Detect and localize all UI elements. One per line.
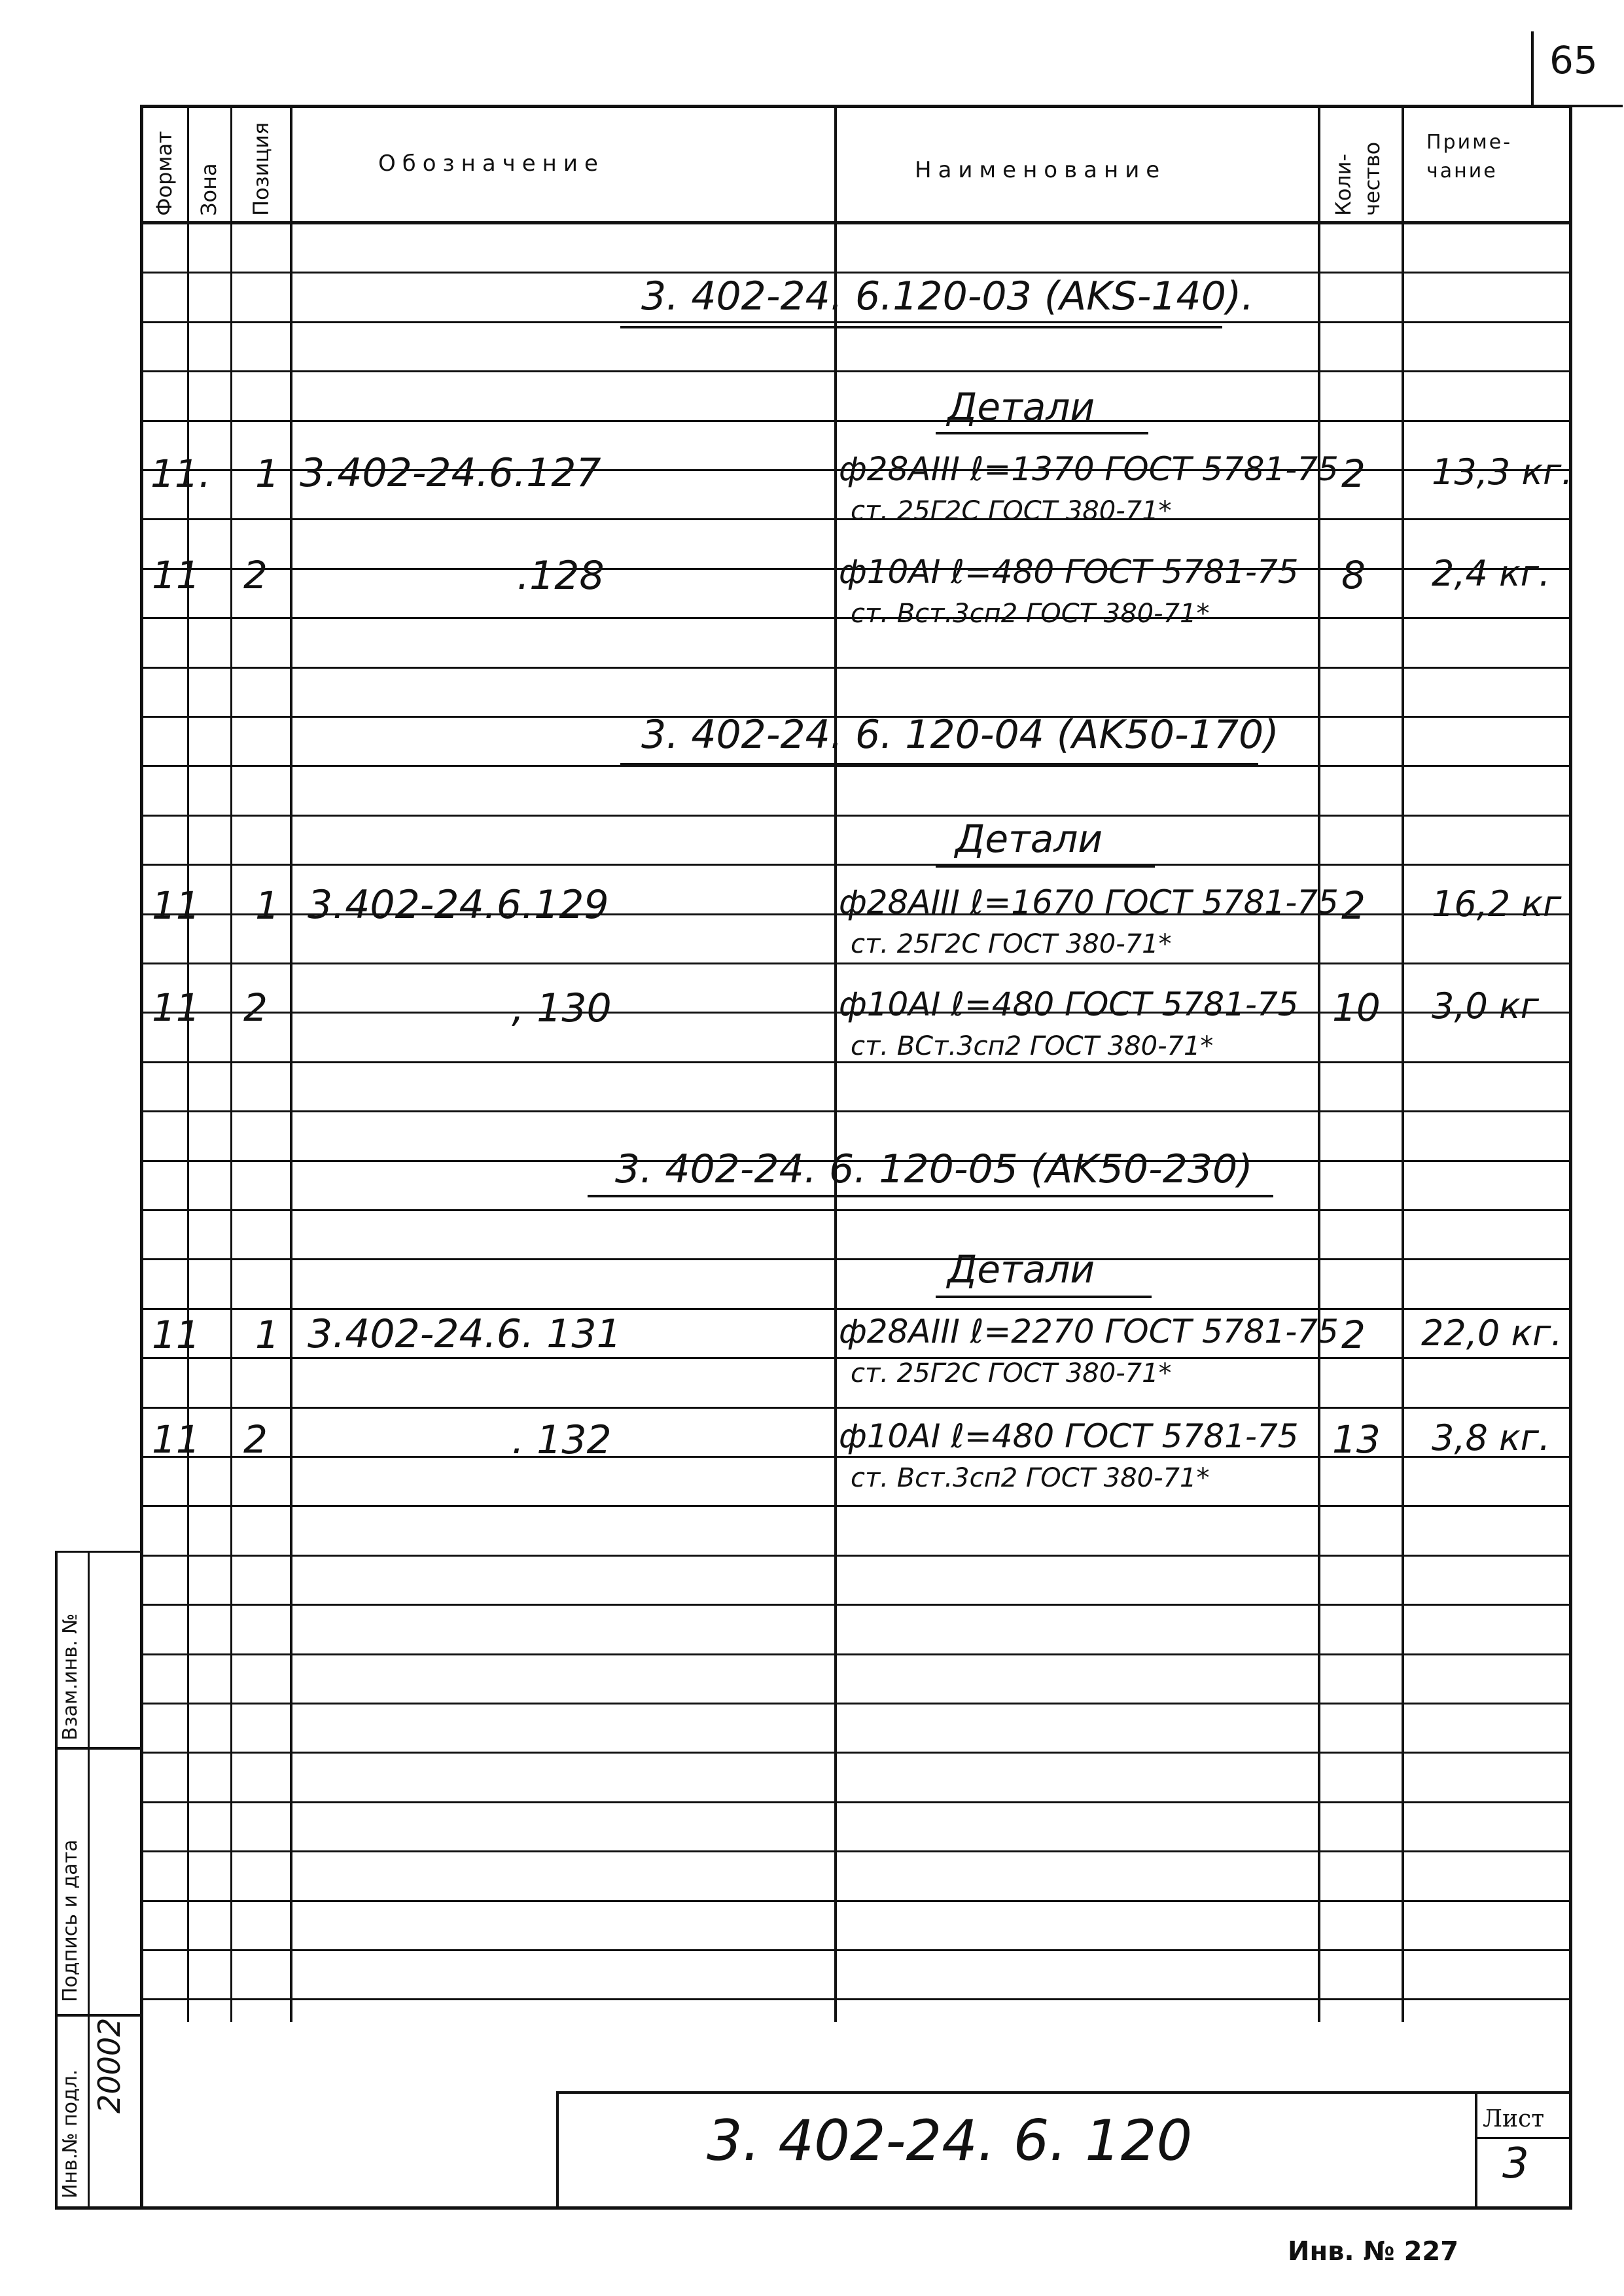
section-subtitle: Детали <box>955 817 1103 861</box>
row-format: 11 <box>152 553 200 597</box>
table-row-line <box>143 1801 1570 1803</box>
row-name: ф10АI ℓ=480 ГОСТ 5781-75 <box>839 553 1299 591</box>
section-title-underline <box>620 763 1258 766</box>
row-material: ст. Вст.3сп2 ГОСТ 380-71* <box>851 599 1210 629</box>
page-number-divider <box>1531 31 1534 107</box>
title-block-left <box>556 2091 559 2209</box>
table-row-line <box>143 1900 1570 1902</box>
table-row-line <box>143 667 1570 669</box>
title-block-top <box>556 2091 1572 2094</box>
row-position: 2 <box>243 985 268 1030</box>
section-title: 3. 402-24. 6. 120-04 (AK50-170) <box>641 712 1279 758</box>
table-row-line <box>143 1850 1570 1852</box>
row-name: ф10АI ℓ=480 ГОСТ 5781-75 <box>839 985 1299 1023</box>
row-format: 11. <box>150 451 211 496</box>
header-quantity-1: Коли- <box>1331 153 1356 216</box>
row-format: 11 <box>152 1417 200 1462</box>
row-name: ф10АI ℓ=480 ГОСТ 5781-75 <box>839 1417 1299 1455</box>
row-qty: 2 <box>1341 883 1366 928</box>
table-row-line <box>143 864 1570 866</box>
stamp-col-mid <box>88 1551 90 2210</box>
row-format: 11 <box>152 985 200 1030</box>
row-designation: 3.402-24.6. 131 <box>308 1311 622 1357</box>
table-row-line <box>143 1555 1570 1557</box>
section-subtitle-underline <box>936 865 1155 868</box>
stamp-exchange-inv: Взам.инв. № <box>59 1613 82 1740</box>
table-row-line <box>143 1505 1570 1507</box>
section-subtitle-underline <box>936 1296 1152 1298</box>
row-note: 2,4 кг. <box>1432 553 1551 594</box>
table-row-line <box>143 1949 1570 1951</box>
table-row-line <box>143 1258 1570 1260</box>
row-name: ф28АIII ℓ=1370 ГОСТ 5781-75 <box>839 450 1339 488</box>
row-position: 1 <box>255 883 279 928</box>
table-row-line <box>143 1998 1570 2000</box>
row-designation: . 132 <box>512 1417 612 1463</box>
row-material: ст. 25Г2С ГОСТ 380-71* <box>851 929 1172 959</box>
section-subtitle: Детали <box>947 1247 1095 1292</box>
section-title-underline <box>620 326 1222 328</box>
document-code: 3. 402-24. 6. 120 <box>707 2108 1193 2174</box>
header-note-2: чание <box>1426 160 1498 183</box>
col-line-position <box>290 105 292 2022</box>
row-format: 11 <box>152 883 200 928</box>
sheet-label-divider <box>1475 2137 1572 2139</box>
stamp-top <box>55 1551 143 1553</box>
col-line-zone <box>230 105 232 2022</box>
row-qty: 13 <box>1332 1417 1381 1462</box>
title-block-right <box>1475 2091 1477 2209</box>
header-position: Позиция <box>249 122 274 216</box>
frame-top <box>143 105 1572 108</box>
table-row-line <box>143 1703 1570 1704</box>
row-position: 1 <box>255 1313 279 1357</box>
section-title-underline <box>588 1195 1273 1197</box>
header-name: Наименование <box>915 157 1167 183</box>
row-note: 22,0 кг. <box>1421 1313 1562 1354</box>
table-row-line <box>143 963 1570 964</box>
row-qty: 10 <box>1332 985 1381 1030</box>
header-format: Формат <box>152 131 177 216</box>
stamp-signature-date: Подпись и дата <box>59 1839 82 2002</box>
row-name: ф28АIII ℓ=1670 ГОСТ 5781-75 <box>839 883 1339 921</box>
row-qty: 8 <box>1341 553 1366 597</box>
row-material: ст. Вст.3сп2 ГОСТ 380-71* <box>851 1463 1210 1493</box>
section-title: 3. 402-24. 6. 120-05 (AK50-230) <box>615 1146 1253 1192</box>
row-designation: 3.402-24.6.127 <box>300 450 601 496</box>
row-material: ст. 25Г2С ГОСТ 380-71* <box>851 496 1172 526</box>
header-bottom <box>143 221 1572 224</box>
section-subtitle: Детали <box>947 385 1095 429</box>
row-material: ст. 25Г2С ГОСТ 380-71* <box>851 1358 1172 1388</box>
row-name: ф28АIII ℓ=2270 ГОСТ 5781-75 <box>839 1313 1339 1351</box>
row-position: 2 <box>243 553 268 597</box>
table-row-line <box>143 1308 1570 1310</box>
table-row-line <box>143 1604 1570 1606</box>
col-line-qty <box>1402 105 1404 2022</box>
row-designation: .128 <box>517 553 605 599</box>
row-note: 16,2 кг <box>1432 883 1562 925</box>
section-title: 3. 402-24. 6.120-03 (AKS-140). <box>641 274 1254 319</box>
table-row-line <box>143 1407 1570 1409</box>
table-row-line <box>143 370 1570 372</box>
table-row-line <box>143 1653 1570 1655</box>
table-row-line <box>143 1752 1570 1754</box>
stamp-col-outer <box>55 1551 58 2210</box>
col-line-name <box>1318 105 1320 2022</box>
row-designation: , 130 <box>512 985 612 1031</box>
table-row-line <box>143 815 1570 817</box>
frame-bottom <box>55 2206 1572 2210</box>
row-qty: 2 <box>1341 1313 1366 1357</box>
row-qty: 2 <box>1341 451 1366 496</box>
table-row-line <box>143 321 1570 323</box>
header-designation: Обозначение <box>378 150 605 177</box>
sheet-number: 3 <box>1502 2140 1529 2188</box>
row-position: 2 <box>243 1417 268 1462</box>
row-position: 1 <box>255 451 279 496</box>
stamp-original-inv: Инв.№ подл. <box>59 2069 82 2199</box>
table-row-line <box>143 420 1570 422</box>
col-line-designation <box>834 105 837 2022</box>
stamp-sep-1 <box>55 1747 143 1750</box>
footer-inv: Инв. № 227 <box>1288 2236 1459 2267</box>
sheet-label: Лист <box>1483 2106 1545 2132</box>
header-quantity-2: чество <box>1360 141 1385 216</box>
page-number: 65 <box>1549 38 1598 82</box>
row-designation: 3.402-24.6.129 <box>308 882 609 928</box>
col-line-format <box>187 105 189 2022</box>
section-subtitle-underline <box>936 432 1148 434</box>
stamp-sep-2 <box>55 2014 143 2017</box>
table-row-line <box>143 1061 1570 1063</box>
row-note: 13,3 кг. <box>1432 451 1573 493</box>
row-note: 3,8 кг. <box>1432 1417 1551 1458</box>
row-note: 3,0 кг <box>1432 985 1540 1027</box>
row-format: 11 <box>152 1313 200 1357</box>
stamp-original-inv-value: 20002 <box>92 2017 127 2113</box>
header-zone: Зона <box>196 163 221 216</box>
table-row-line <box>143 1209 1570 1211</box>
header-note-1: Приме- <box>1426 131 1513 154</box>
table-row-line <box>143 1110 1570 1112</box>
row-material: ст. ВСт.3сп2 ГОСТ 380-71* <box>851 1031 1214 1061</box>
